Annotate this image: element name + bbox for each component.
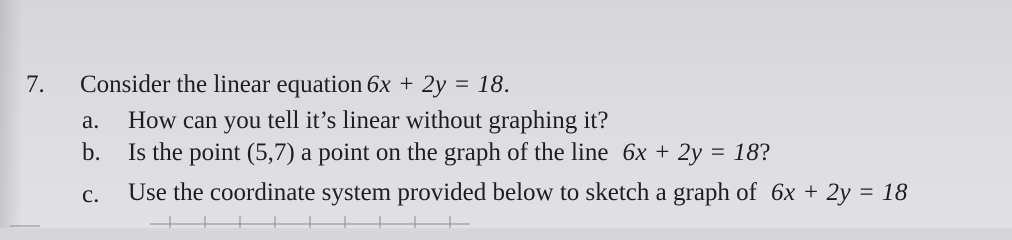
part-b-text: Is the point (5,7) a point on the graph of the line: [128, 139, 609, 166]
question-prompt-line: [80, 70, 510, 100]
part-c-label: c.: [82, 181, 100, 208]
part-c-text: Use the coordinate system provided below to sketch a graph of: [128, 179, 757, 206]
part-a-label: a.: [82, 107, 100, 134]
part-a-text: How can you tell it’s linear without graphing it?: [128, 107, 609, 134]
part-b-line: [128, 138, 771, 168]
equation: 6x + 2y = 18: [366, 71, 504, 98]
page-shadow: [0, 0, 22, 228]
part-c-line: [128, 178, 908, 208]
coordinate-grid-edge: [0, 214, 1012, 228]
question-number: 7.: [26, 71, 45, 98]
part-b-question-mark: ?: [759, 139, 771, 166]
part-c-equation: 6x + 2y = 18: [771, 179, 908, 206]
part-b-equation: 6x + 2y = 18: [622, 139, 760, 166]
part-b-label: b.: [82, 139, 101, 166]
equation-period: .: [503, 71, 510, 98]
question-prompt: Consider the linear equation: [80, 71, 363, 98]
